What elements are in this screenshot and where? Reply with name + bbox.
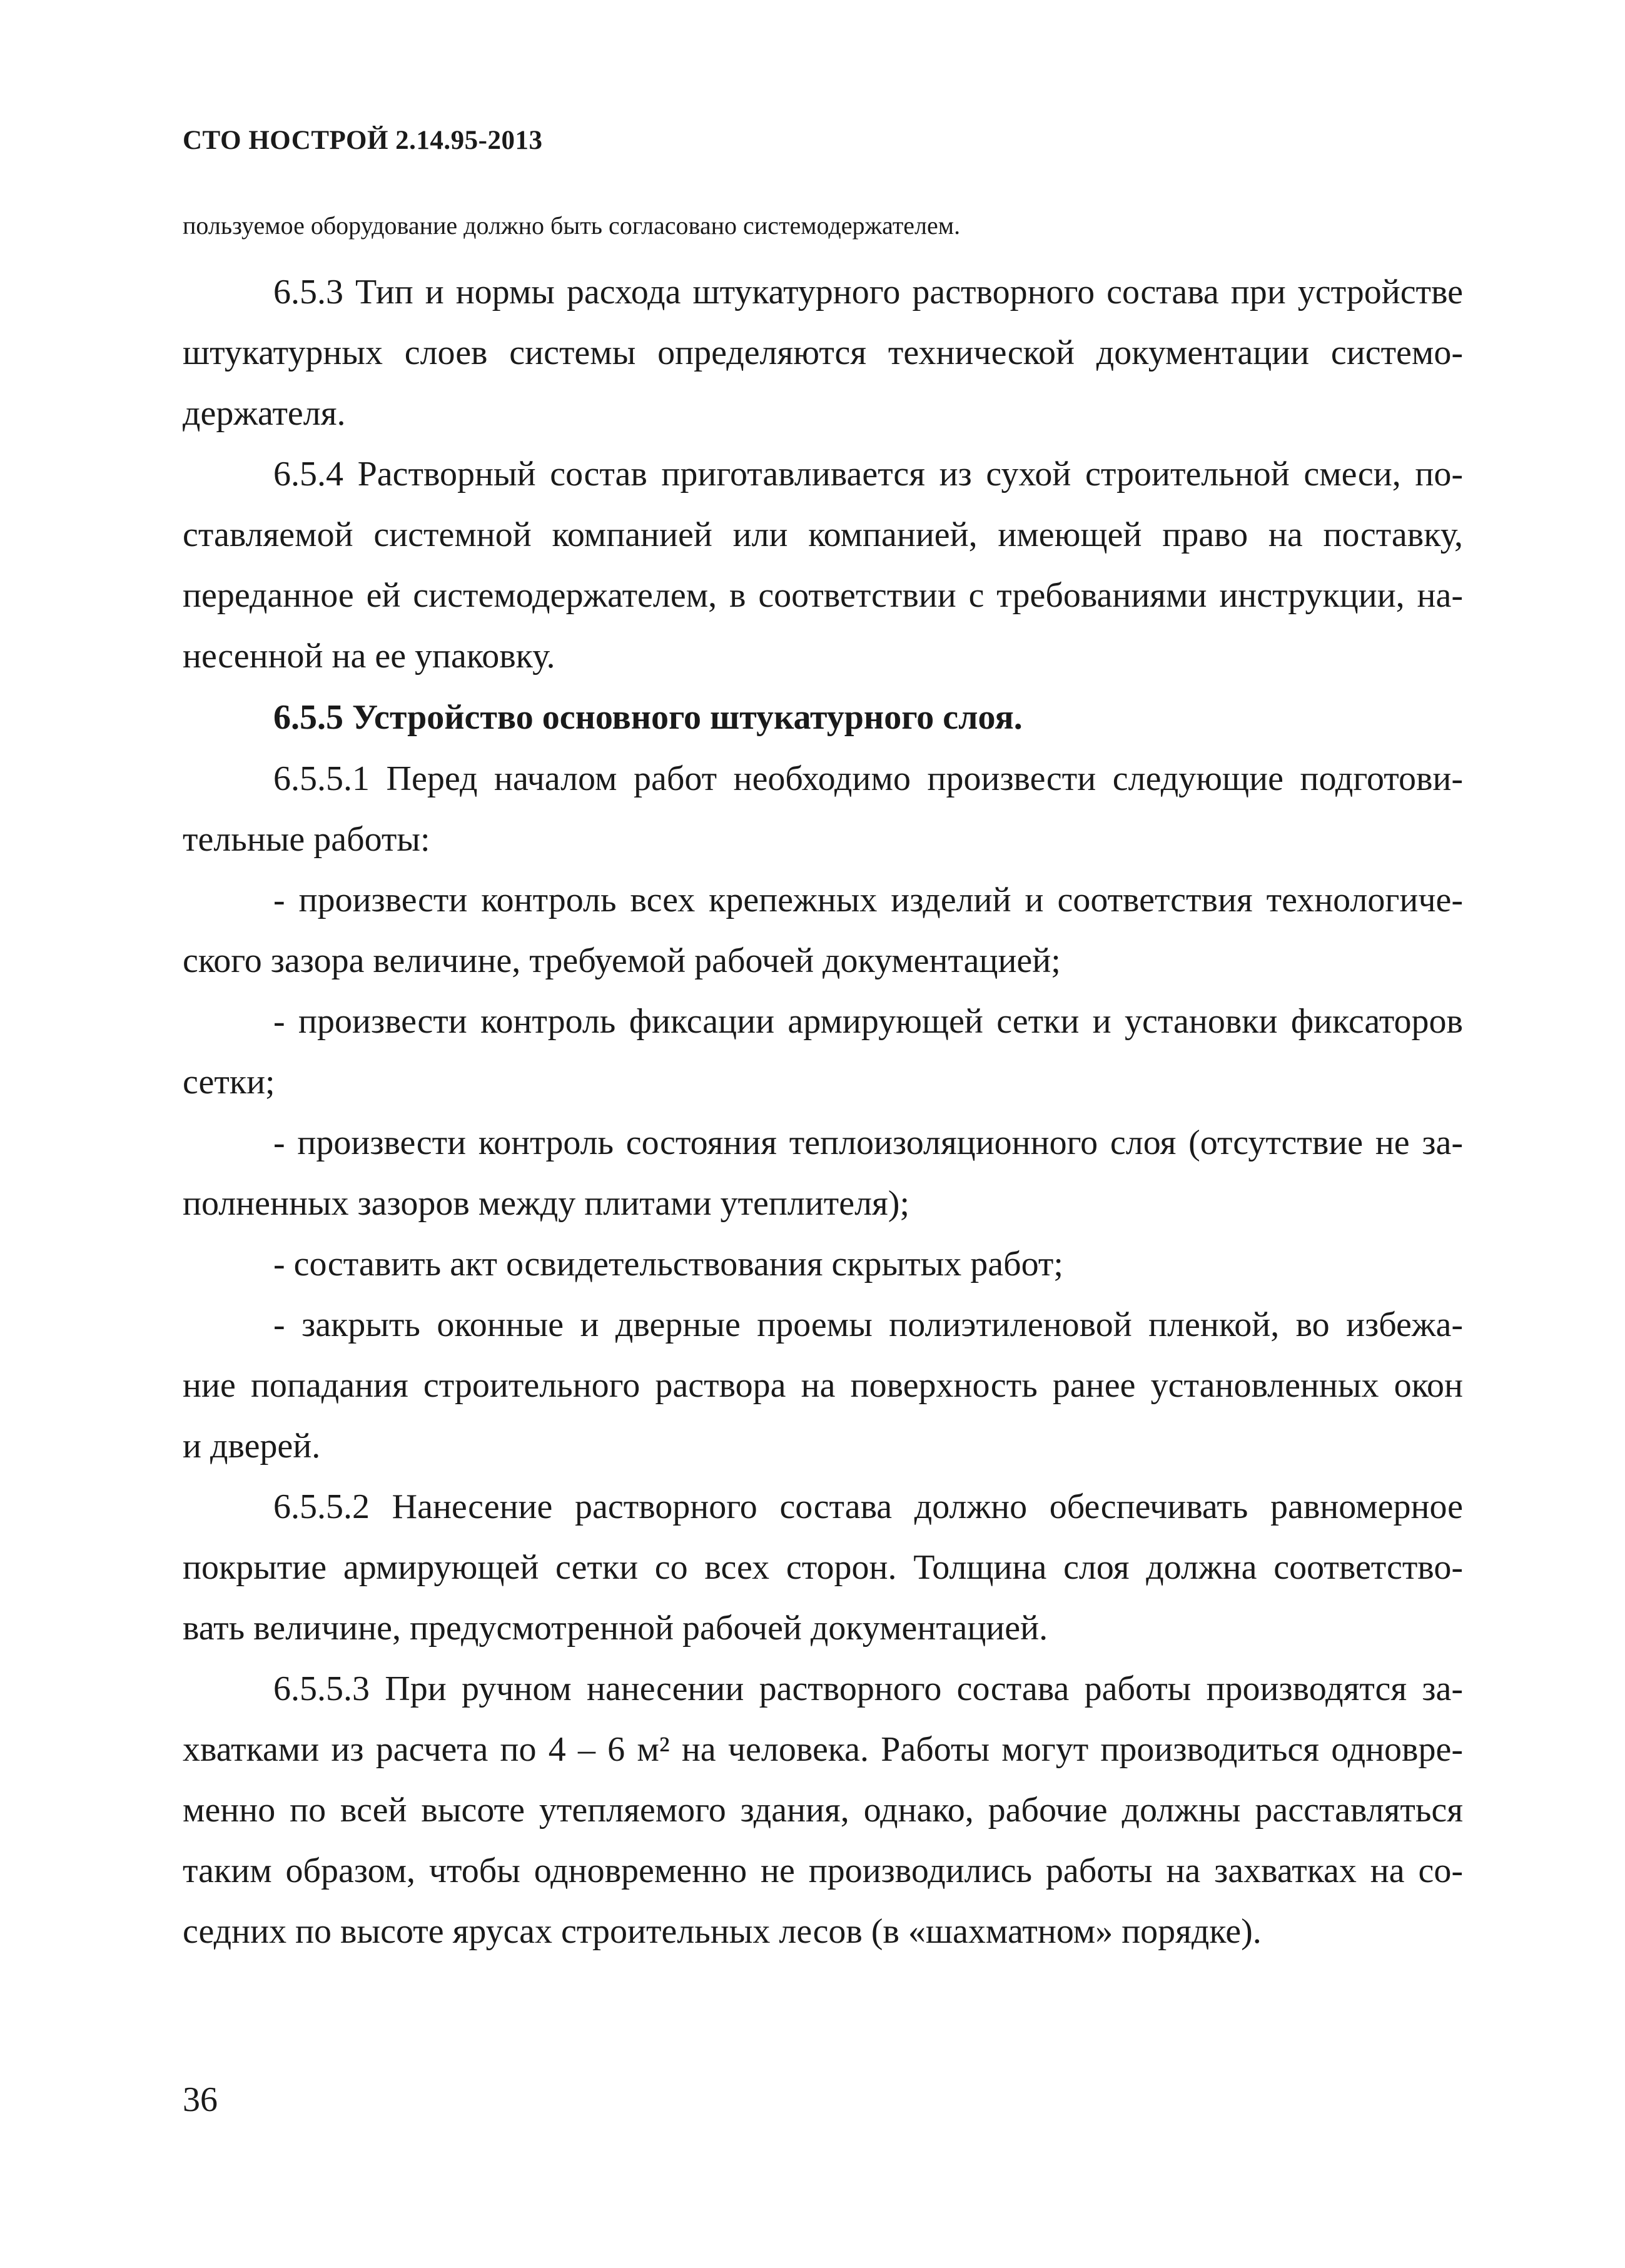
text-line: таким образом, чтобы одновременно не производились работы на захватках на со- [183,1851,1463,1890]
text-line: 6.5.4 Растворный состав приготавливается из сухой строительной смеси, по- [273,455,1463,494]
section-heading: 6.5.5 Устройство основного штукатурного слоя. [273,698,1023,737]
list-item: - закрыть оконные и дверные проемы полиэтиленовой пленкой, во избежа- [273,1305,1463,1344]
text-line: 6.5.5.2 Нанесение растворного состава должно обеспечивать равномерное [273,1487,1463,1526]
text-line: держателя. [183,394,346,433]
text-line: ского зазора величине, требуемой рабочей документацией; [183,941,1061,980]
text-line: сетки; [183,1063,275,1101]
text-line: седних по высоте ярусах строительных лесов (в «шахматном» порядке). [183,1912,1262,1951]
text-line: несенной на ее упаковку. [183,637,555,676]
text-line: ние попадания строительного раствора на поверхность ранее установленных окон [183,1366,1463,1405]
text-line: переданное ей системодержателем, в соответствии с требованиями инструкции, на- [183,576,1463,615]
list-item: - произвести контроль всех крепежных изделий и соответствия технологиче- [273,881,1463,919]
list-item: - произвести контроль состояния теплоизоляционного слоя (отсутствие не за- [273,1123,1463,1162]
text-line: 6.5.5.3 При ручном нанесении растворного состава работы производятся за- [273,1669,1463,1708]
text-line: 6.5.3 Тип и нормы расхода штукатурного растворного состава при устройстве [273,273,1463,311]
text-line: 6.5.5.1 Перед началом работ необходимо произвести следующие подготови- [273,759,1463,798]
text-line: менно по всей высоте утепляемого здания, однако, рабочие должны расставляться [183,1791,1463,1830]
list-item: - составить акт освидетельствования скрытых работ; [273,1245,1063,1283]
text-line: тельные работы: [183,820,430,859]
text-line: хватками из расчета по 4 – 6 м² на человека. Работы могут производиться одновре- [183,1730,1463,1769]
document-header: СТО НОСТРОЙ 2.14.95-2013 [183,126,543,155]
page-number: 36 [183,2080,218,2119]
text-line: ставляемой системной компанией или компанией, имеющей право на поставку, [183,515,1463,554]
text-line: полненных зазоров между плитами утеплителя); [183,1184,909,1223]
text-line: штукатурных слоев системы определяются технической документации системо- [183,333,1463,372]
list-item: - произвести контроль фиксации армирующей сетки и установки фиксаторов [273,1002,1463,1041]
text-line: и дверей. [183,1427,321,1466]
text-line: пользуемое оборудование должно быть согласовано системодержателем. [183,211,961,240]
text-line: покрытие армирующей сетки со всех сторон. Толщина слоя должна соответство- [183,1548,1463,1587]
text-line: вать величине, предусмотренной рабочей документацией. [183,1609,1048,1648]
